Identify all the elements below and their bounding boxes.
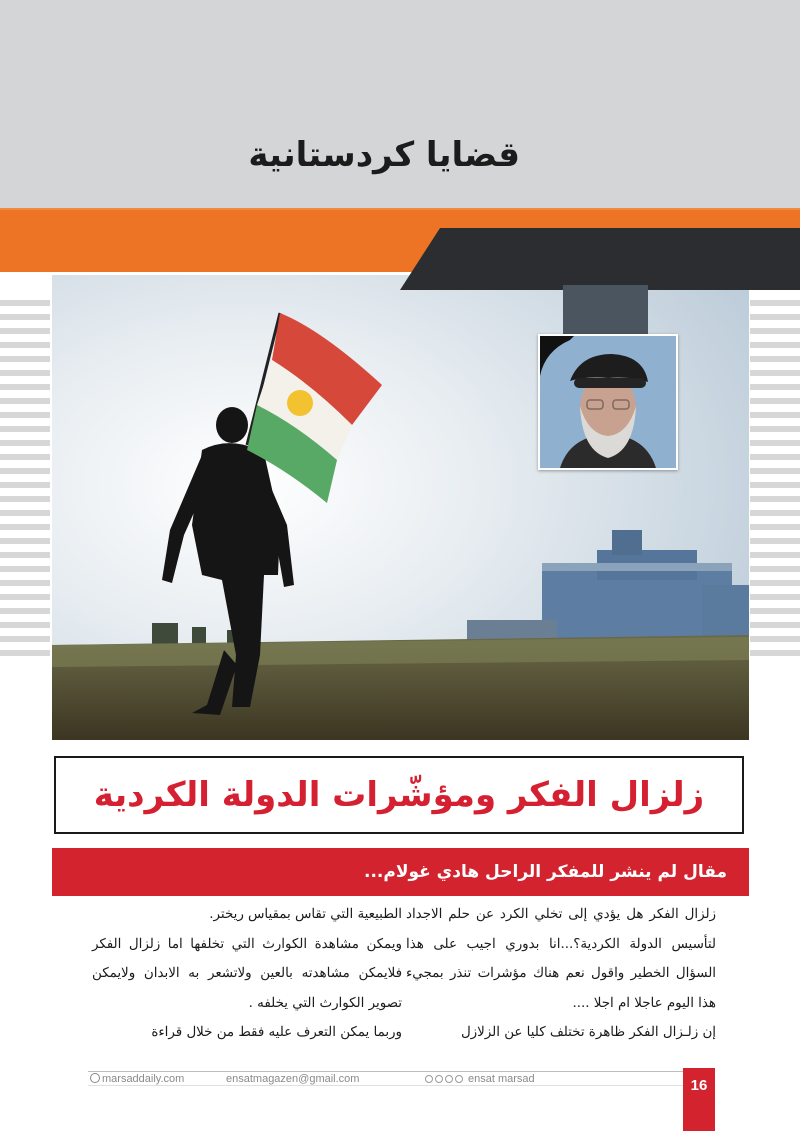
footer-divider — [88, 1071, 688, 1072]
dark-header-shape — [400, 228, 800, 290]
paragraph: الطبيعية التي تقاس بمقياس ريختر. — [209, 907, 402, 922]
article-column-right — [406, 900, 716, 1048]
footer-social-handle: ensat marsad — [468, 1073, 535, 1085]
right-stripes-decoration — [750, 300, 800, 660]
portrait-banner-strip — [563, 285, 648, 335]
facebook-icon[interactable] — [425, 1075, 433, 1083]
twitter-icon[interactable] — [435, 1075, 443, 1083]
portrait-icon — [540, 336, 676, 468]
article-subtitle: مقال لم ينشر للمفكر الراحل هادي غولام... — [363, 862, 727, 882]
paragraph: ويمكن مشاهدة الكوارث التي تخلفها اما زلزال الفكر فلايمكن مشاهدته بالعين ولاتشعر به الابدان ولايمكن تصوير الكوارث التي يخلفه . — [92, 936, 402, 1011]
section-title: قضايا كردستانية — [248, 135, 520, 175]
left-stripes-decoration — [0, 300, 50, 660]
paragraph: وربما يمكن التعرف عليه فقط من خلال قراءة — [151, 1025, 402, 1040]
article-headline: زلزال الفكر ومؤشّرات الدولة الكردية — [93, 775, 705, 815]
author-portrait — [538, 334, 678, 470]
footer-email[interactable]: ensatmagazen@gmail.com — [226, 1073, 360, 1085]
article-column-left — [92, 900, 402, 1048]
youtube-icon[interactable] — [455, 1075, 463, 1083]
subtitle-bar — [52, 848, 749, 896]
footer-divider — [88, 1085, 688, 1086]
paragraph: زلزال الفكر هل يؤدي إلى تخلي الكرد عن حلم الاجداد لتأسيس الدولة الكردية؟...انا بدوري اجيب على هذا السؤال الخطير واقول نعم هناك مؤشرات تنذر بمجيء هذا اليوم عاجلا ام اجلا .... — [406, 907, 716, 1011]
social-icons — [425, 1075, 463, 1083]
instagram-icon[interactable] — [445, 1075, 453, 1083]
footer-website[interactable]: marsaddaily.com — [90, 1073, 184, 1085]
page-number: 16 — [683, 1068, 715, 1131]
globe-icon — [90, 1073, 100, 1083]
header-band — [0, 0, 800, 210]
paragraph: إن زلـزال الفكر ظاهرة تختلف كليا عن الزلازل — [460, 1025, 716, 1040]
headline-box — [54, 756, 744, 834]
